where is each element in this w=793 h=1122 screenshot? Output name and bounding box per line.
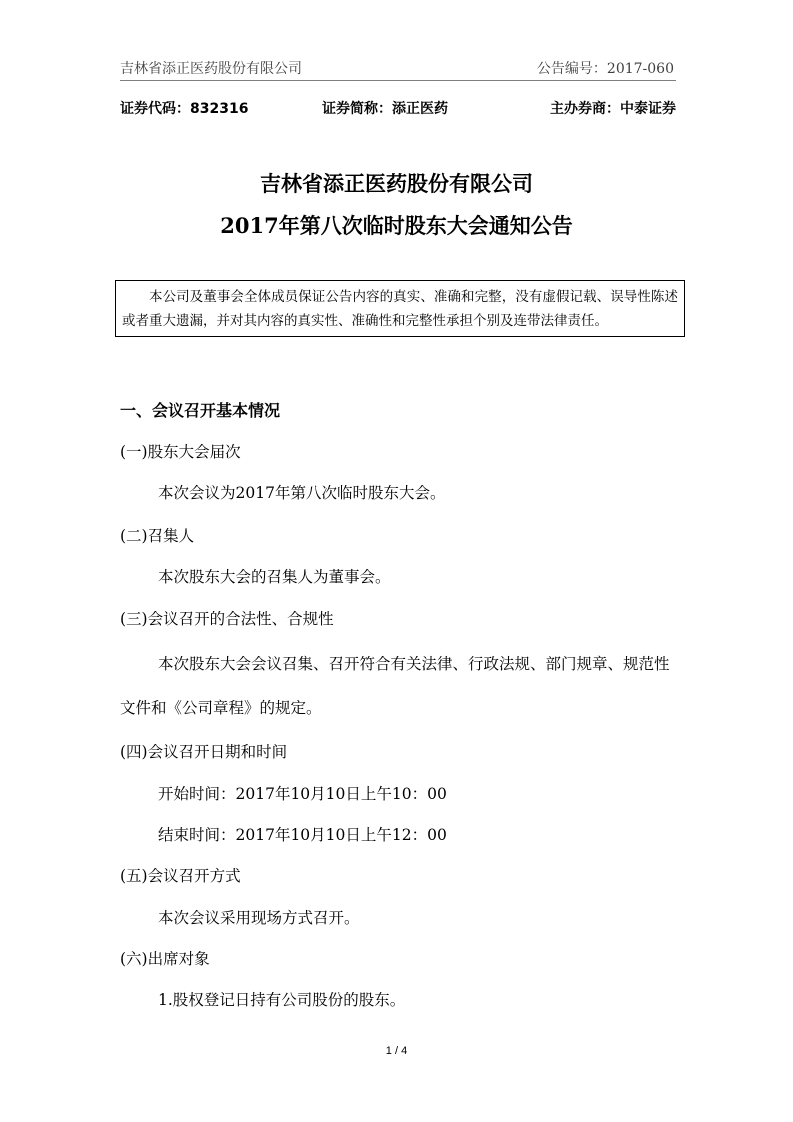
item1-title: (一)股东大会届次 <box>120 443 241 461</box>
item5-body: 本次会议采用现场方式召开。 <box>158 909 360 927</box>
header-company: 吉林省添正医药股份有限公司 <box>120 61 302 77</box>
title-company: 吉林省添正医药股份有限公司 <box>260 171 533 196</box>
item4-start-time: 开始时间：2017年10月10日上午10：00 <box>158 785 447 803</box>
item3-title: (三)会议召开的合法性、合规性 <box>120 610 334 628</box>
item3-body-block <box>120 642 676 730</box>
security-code: 证券代码：832316 <box>120 101 249 117</box>
section-heading: 一、会议召开基本情况 <box>120 401 281 420</box>
item4-title: (四)会议召开日期和时间 <box>120 743 288 761</box>
disclaimer-box <box>115 280 685 337</box>
securities-info <box>120 98 676 120</box>
title-notice: 2017年第八次临时股东大会通知公告 <box>220 213 573 238</box>
lead-broker: 主办券商：中泰证券 <box>550 101 676 117</box>
header-notice-number: 公告编号：2017-060 <box>536 61 674 77</box>
security-short-name: 证券简称：添正医药 <box>322 101 448 117</box>
page-number: 1 / 4 <box>385 1045 408 1057</box>
item4-end-time: 结束时间：2017年10月10日上午12：00 <box>158 826 447 844</box>
item5-title: (五)会议召开方式 <box>120 867 241 885</box>
item3-body: 本次股东大会会议召集、召开符合有关法律、行政法规、部门规章、规范性文件和《公司章程》的规定。 <box>120 655 670 717</box>
item2-title: (二)召集人 <box>120 527 195 545</box>
disclaimer-text: 本公司及董事会全体成员保证公告内容的真实、准确和完整，没有虚假记载、误导性陈述或者重大遗漏，并对其内容的真实性、准确性和完整性承担个别及连带法律责任。 <box>122 289 678 329</box>
item2-body: 本次股东大会的召集人为董事会。 <box>158 568 391 586</box>
item6-body: 1.股权登记日持有公司股份的股东。 <box>158 991 406 1009</box>
item1-body: 本次会议为2017年第八次临时股东大会。 <box>158 484 446 502</box>
item6-title: (六)出席对象 <box>120 950 210 968</box>
page-header <box>120 56 676 81</box>
